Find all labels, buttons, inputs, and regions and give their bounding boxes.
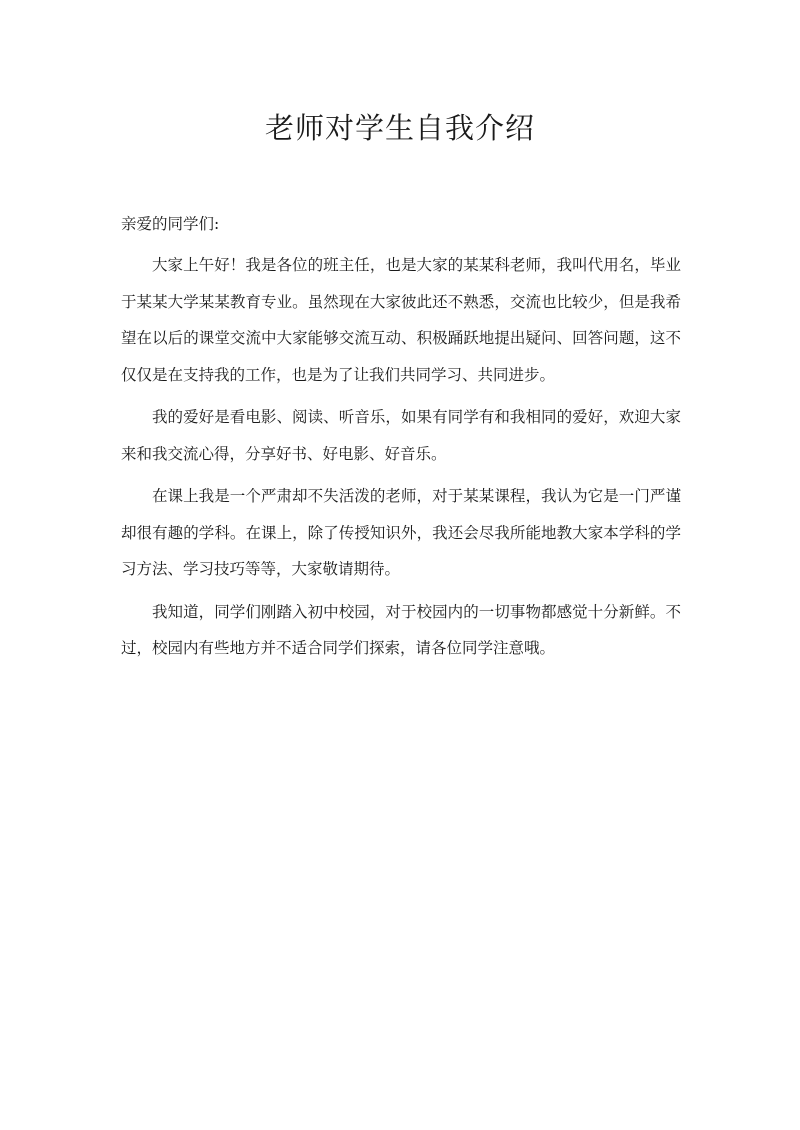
- document-title: 老师对学生自我介绍: [264, 111, 535, 145]
- salutation: 亲爱的同学们:: [121, 215, 220, 233]
- paragraph-introduction: 大家上午好！我是各位的班主任，也是大家的某某科老师，我叫代用名，毕业于某某大学某某教育专业。虽然现在大家彼此还不熟悉，交流也比较少，但是我希望在以后的课堂交流中大家能够交流互动、积极踊跃地提出疑问、回答问题，这不仅仅是在支持我的工作，也是为了让我们共同学习、共同进步。: [121, 256, 681, 384]
- paragraph-teaching-style: 在课上我是一个严肃却不失活泼的老师，对于某某课程，我认为它是一门严谨却很有趣的学科。在课上，除了传授知识外，我还会尽我所能地教大家本学科的学习方法、学习技巧等等，大家敬请期待。: [121, 487, 681, 578]
- paragraph-hobbies: 我的爱好是看电影、阅读、听音乐，如果有同学有和我相同的爱好，欢迎大家来和我交流心得，分享好书、好电影、好音乐。: [121, 408, 681, 463]
- paragraph-campus-notice: 我知道，同学们刚踏入初中校园，对于校园内的一切事物都感觉十分新鲜。不过，校园内有些地方并不适合同学们探索，请各位同学注意哦。: [121, 602, 681, 657]
- document-body: [121, 208, 681, 667]
